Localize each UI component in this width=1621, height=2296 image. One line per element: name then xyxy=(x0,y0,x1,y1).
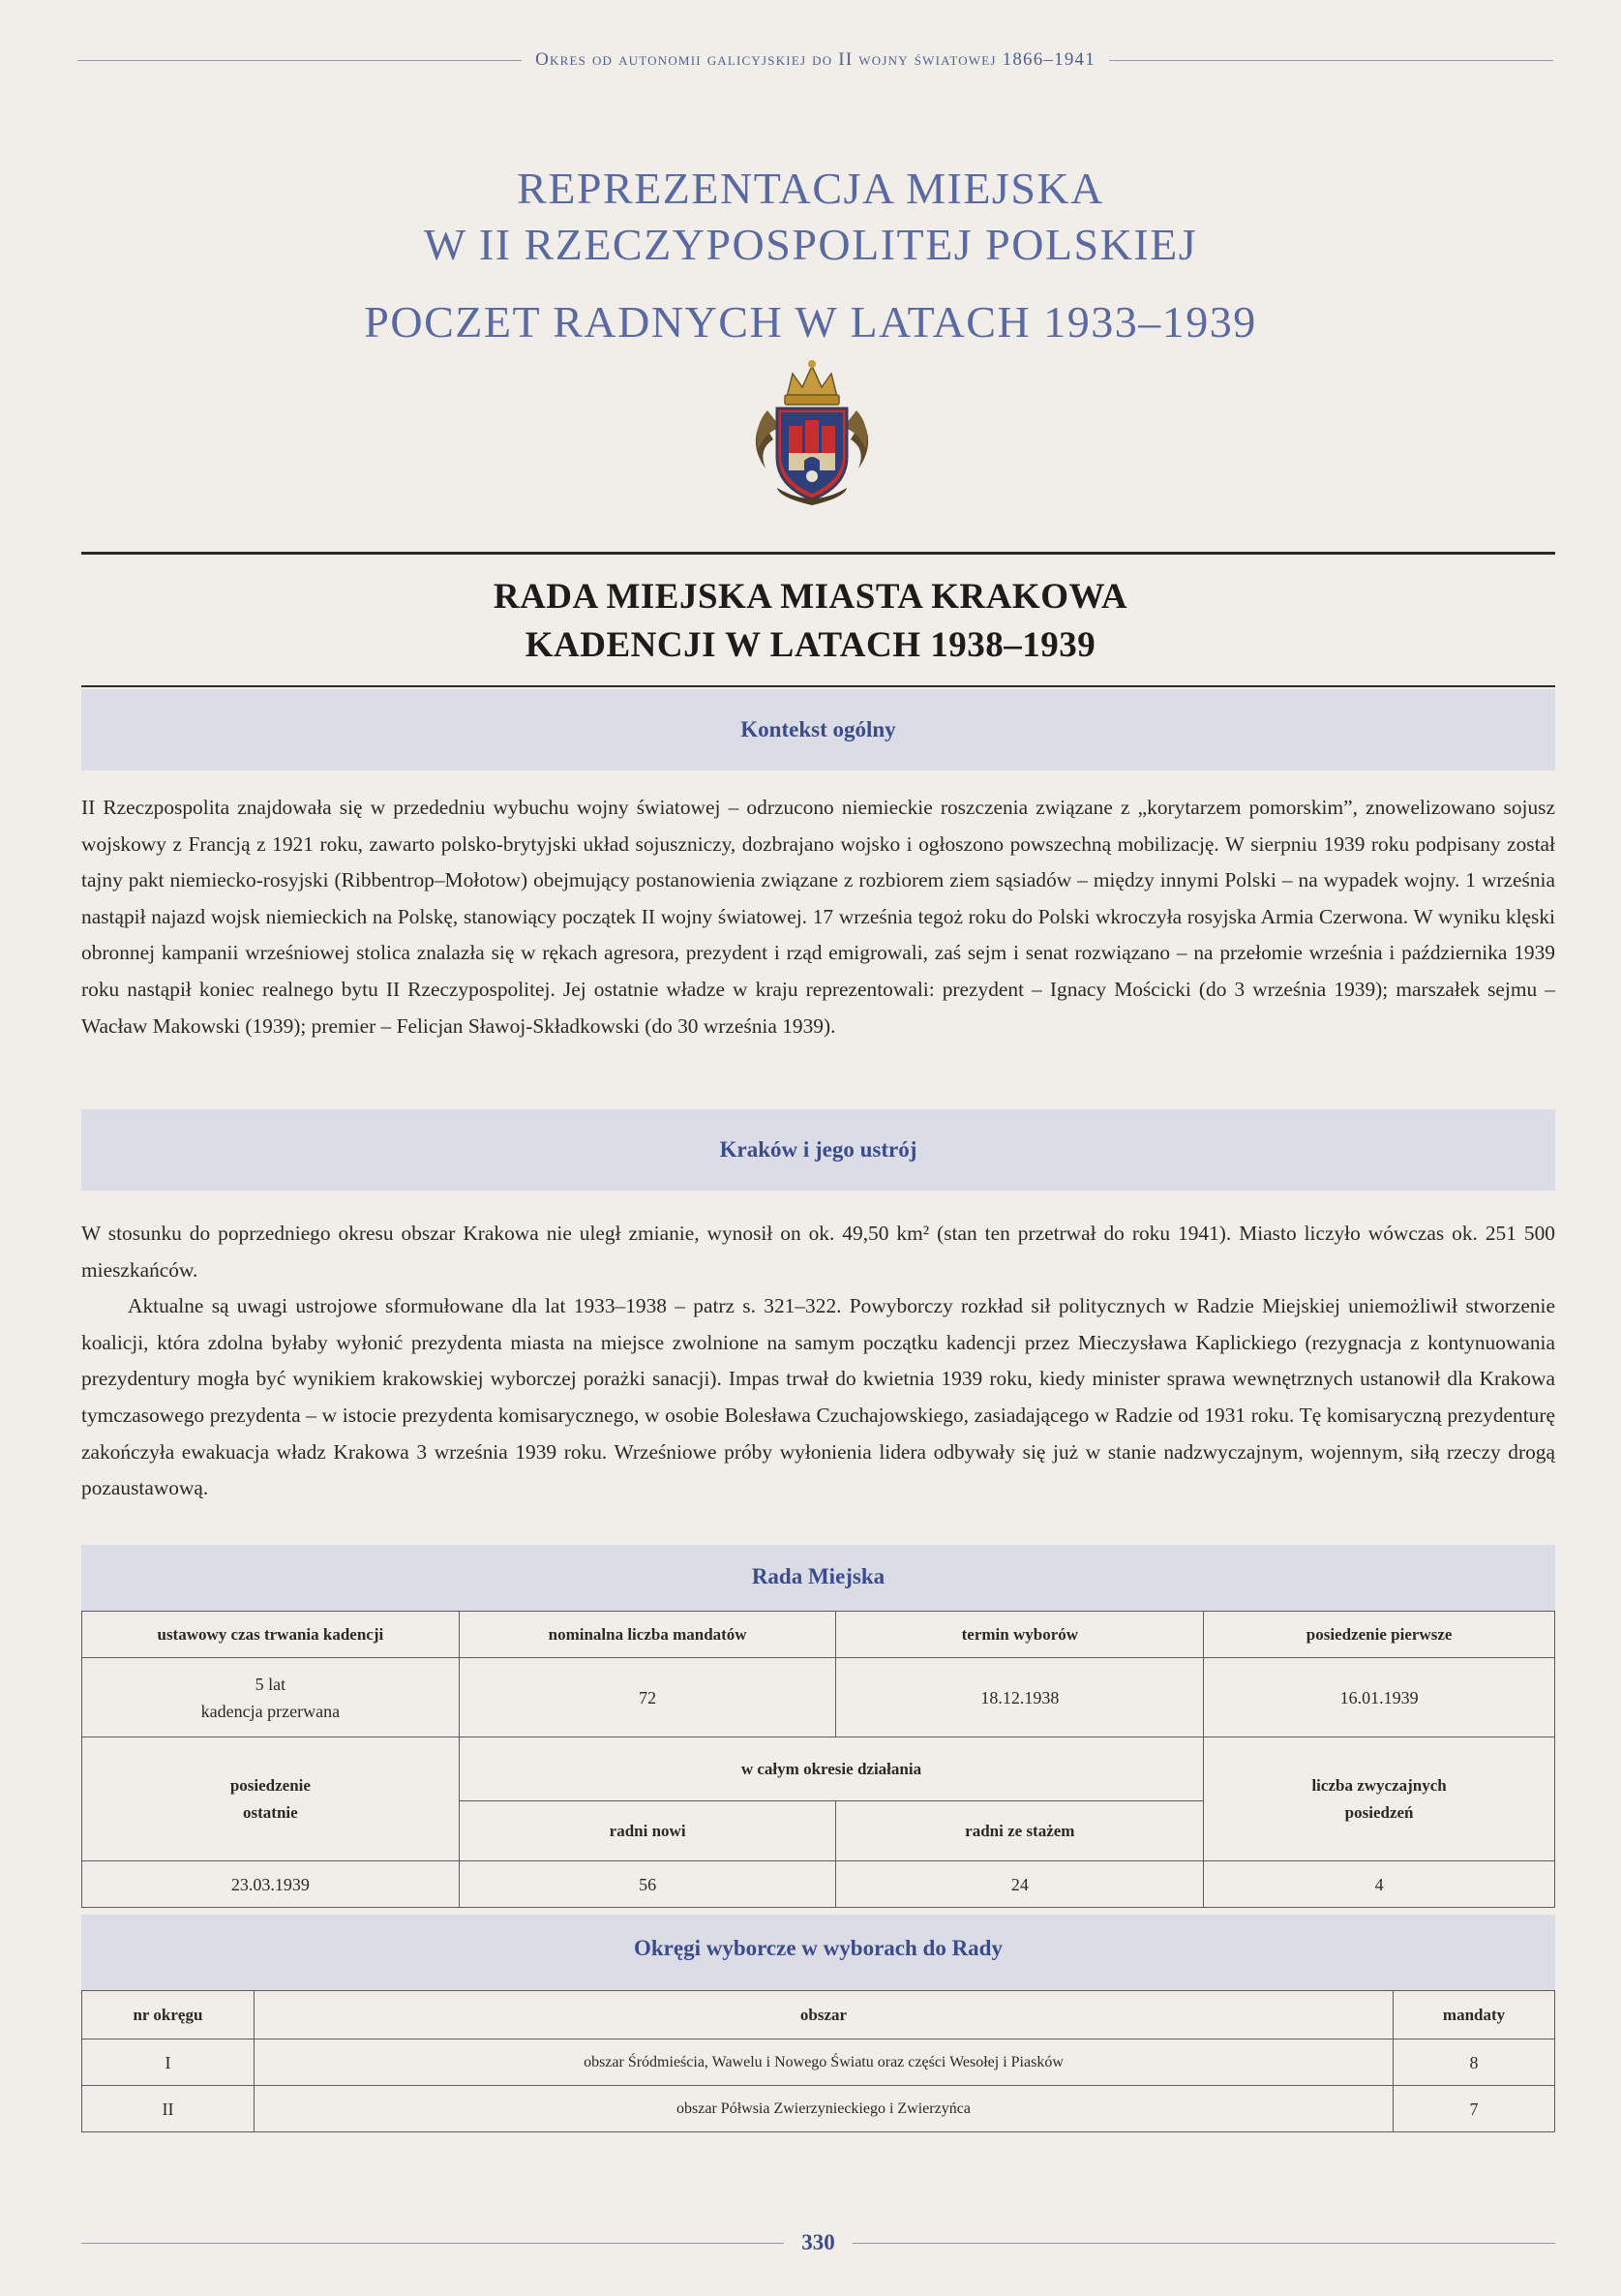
rada-value-ostatnie: 23.03.1939 xyxy=(82,1861,460,1908)
rada-header-nowi: radni nowi xyxy=(459,1801,836,1861)
rada-header-ostatnie-1: posiedzenie xyxy=(229,1775,311,1795)
rada-value-staz: 24 xyxy=(836,1861,1204,1908)
rada-value-czas-1: 5 lat xyxy=(255,1674,286,1694)
kontekst-text: II Rzeczpospolita znajdowała się w przededniu wybuchu wojny światowej – odrzucono niemieckie roszczenia związane z „korytarzem pomorskim”, znowelizowano sojusz wojskowy z Francją z 1921 roku, zawarto polsko-brytyjski układ sojuszniczy, dozbrajano wojsko i ogłoszono powszechną mobilizację. W sierpniu 1939 roku podpisany został tajny pakt niemiecko-rosyjski (Ribbentrop–Mołotow) obejmujący postanowienia związane z rozbiorem ziem sąsiadów – między innymi Polski – na wypadek wojny. 1 września nastąpił najazd wojsk niemieckich na Polskę, stanowiący początek II wojny światowej. 17 września tegoż roku do Polski wkroczyła rosyjska Armia Czerwona. W wyniku klęski obronnej kampanii wrześniowej stolica znalazła się w rękach agresora, prezydent i rząd emigrowali, zaś sejm i senat rozwiązano – na przełomie września i października 1939 roku nastąpił koniec realnego bytu II Rzeczypospolitej. Jej ostatnie władze w kraju reprezentowali: prezydent – Ignacy Mościcki (do 3 września 1939); marszałek sejmu – Wacław Makowski (1939); premier – Felicjan Sławoj-Składkowski (do 30 września 1939). xyxy=(81,796,1555,1038)
rada-header-zwyczajne xyxy=(1204,1737,1555,1861)
okregi-heading: Okręgi wyborcze w wyborach do Rady xyxy=(81,1915,1555,1990)
rada-header-staz: radni ze stażem xyxy=(836,1801,1204,1861)
krakow-paragraph-2: Aktualne są uwagi ustrojowe sformułowane dla lat 1933–1938 – patrz s. 321–322. Powyborczy rozkład sił politycznych w Radzie Miejskiej uniemożliwił stworzenie koalicji, która zdolna byłaby wyłonić prezydenta miasta na miejsce zwolnione na samym początku kadencji przez Mieczysława Kaplickiego (rezygnacja z kontynuowania prezydentury mogła być wynikiem krakowskiej wyborczej porażki sanacji). Impas trwał do kwietnia 1939 roku, kiedy minister sprawa wewnętrznych ustanowił dla Krakowa tymczasowego prezydenta – w istocie prezydenta komisarycznego, w osobie Bolesława Czuchajowskiego, zasiadającego w Radzie od 1931 roku. Tę komisaryczną prezydenturę zakończyła ewakuacja władz Krakowa 3 września 1939 roku. Wrześniowe próby wyłonienia lidera odbywały się już w stanie nadzwyczajnym, wojennym, siłą rzeczy drogą pozaustawową. xyxy=(81,1294,1555,1500)
rada-value-zwyczajne: 4 xyxy=(1204,1861,1555,1908)
kontekst-paragraph xyxy=(81,790,1555,1044)
okregi-row-1-obszar: obszar Śródmieścia, Wawelu i Nowego Światu oraz części Wesołej i Piasków xyxy=(254,2039,1393,2086)
rada-header-zwyczajne-2: posiedzeń xyxy=(1344,1802,1414,1822)
rada-table xyxy=(81,1611,1555,1908)
okregi-row-2-mandaty: 7 xyxy=(1394,2086,1555,2132)
krakow-paragraphs xyxy=(81,1216,1555,1507)
rada-heading: Rada Miejska xyxy=(81,1545,1555,1630)
running-header xyxy=(77,46,1553,74)
section-title-line2: KADENCJI W LATACH 1938–1939 xyxy=(525,625,1096,665)
rada-value-row-1 xyxy=(82,1658,1555,1737)
krakow-paragraph-1: W stosunku do poprzedniego okresu obszar Krakowa nie uległ zmianie, wynosił on ok. 49,50 km² (stan ten przetrwał do roku 1941). Miasto liczyło wówczas ok. 251 500 mieszkańców. xyxy=(81,1222,1555,1282)
okregi-header-mandaty: mandaty xyxy=(1394,1991,1555,2039)
rada-header-row-2 xyxy=(82,1737,1555,1801)
krakow-heading: Kraków i jego ustrój xyxy=(81,1109,1555,1191)
page-number: 330 xyxy=(801,2230,835,2254)
rada-header-pierwsze: posiedzenie pierwsze xyxy=(1204,1612,1555,1658)
main-title xyxy=(0,161,1621,350)
rada-value-liczba: 72 xyxy=(459,1658,836,1737)
table-row xyxy=(82,2039,1555,2086)
main-title-line1: REPREZENTACJA MIEJSKA xyxy=(517,164,1104,213)
section-rule-top xyxy=(81,552,1555,555)
okregi-row-2-nr: II xyxy=(82,2086,255,2132)
section-rule-bottom xyxy=(81,685,1555,687)
rada-header-czas: ustawowy czas trwania kadencji xyxy=(82,1612,460,1658)
main-title-line2: W II RZECZYPOSPOLITEJ POLSKIEJ xyxy=(423,220,1198,269)
rada-header-termin: termin wyborów xyxy=(836,1612,1204,1658)
okregi-header-nr: nr okręgu xyxy=(82,1991,255,2039)
section-title-line1: RADA MIEJSKA MIASTA KRAKOWA xyxy=(493,577,1128,617)
rada-value-pierwsze: 16.01.1939 xyxy=(1204,1658,1555,1737)
section-title xyxy=(0,573,1621,670)
krakow-coat-of-arms-icon xyxy=(748,352,876,507)
okregi-row-1-mandaty: 8 xyxy=(1394,2039,1555,2086)
page-footer xyxy=(81,2228,1555,2257)
rada-cell-czas xyxy=(82,1658,460,1737)
rada-header-row-1 xyxy=(82,1612,1555,1658)
running-header-text: Okres od autonomii galicyjskiej do II wojny światowej 1866–1941 xyxy=(535,49,1096,70)
kontekst-heading: Kontekst ogólny xyxy=(81,689,1555,770)
rada-value-nowi: 56 xyxy=(459,1861,836,1908)
okregi-table xyxy=(81,1990,1555,2132)
rada-header-ostatnie xyxy=(82,1737,460,1861)
header-rule-right xyxy=(1109,60,1553,61)
footer-rule-left xyxy=(81,2243,784,2244)
rada-header-liczba: nominalna liczba mandatów xyxy=(459,1612,836,1658)
table-row xyxy=(82,2086,1555,2132)
okregi-header-row xyxy=(82,1991,1555,2039)
rada-value-termin: 18.12.1938 xyxy=(836,1658,1204,1737)
rada-value-czas-2: kadencja przerwana xyxy=(200,1701,341,1721)
okregi-header-obszar: obszar xyxy=(254,1991,1393,2039)
rada-value-row-2 xyxy=(82,1861,1555,1908)
rada-header-zwyczajne-1: liczba zwyczajnych xyxy=(1311,1775,1447,1795)
okregi-row-2-obszar: obszar Półwsia Zwierzynieckiego i Zwierzyńca xyxy=(254,2086,1393,2132)
footer-rule-right xyxy=(853,2243,1555,2244)
header-rule-left xyxy=(77,60,522,61)
main-title-line3: POCZET RADNYCH W LATACH 1933–1939 xyxy=(364,297,1257,347)
rada-header-okres: w całym okresie działania xyxy=(459,1737,1203,1801)
rada-header-ostatnie-2: ostatnie xyxy=(243,1802,298,1822)
okregi-row-1-nr: I xyxy=(82,2039,255,2086)
